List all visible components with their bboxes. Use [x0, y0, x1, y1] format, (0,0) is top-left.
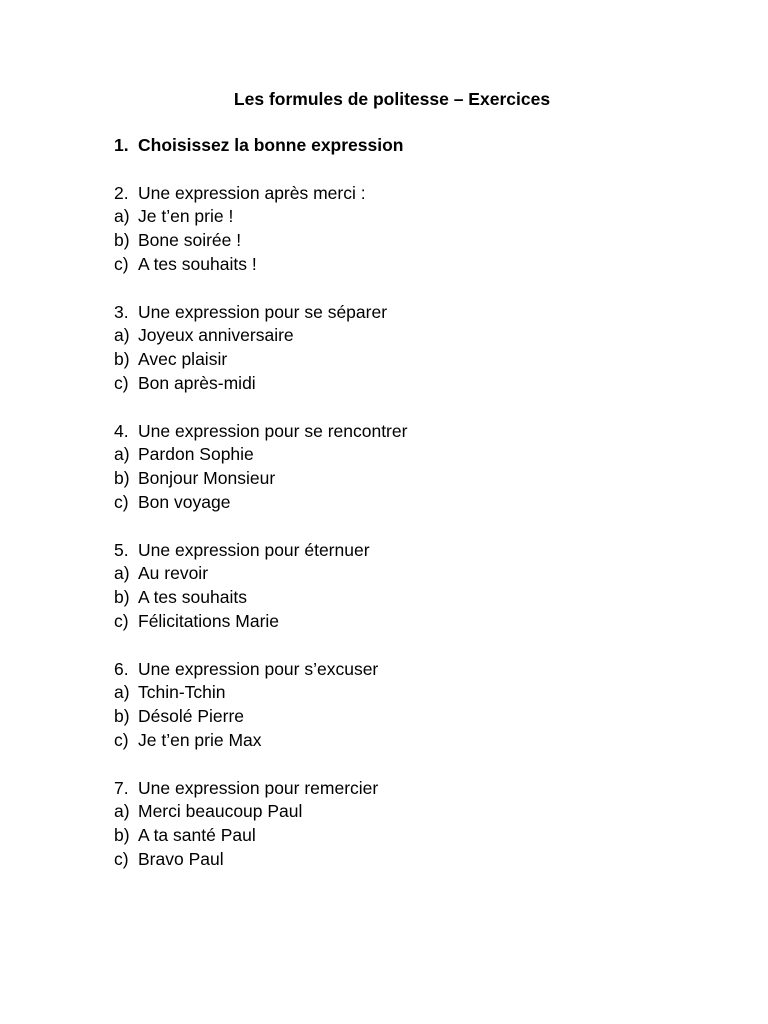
question-number: 3. — [114, 301, 129, 322]
question-number: 4. — [114, 420, 129, 441]
exercise-content — [114, 134, 714, 872]
option-letter: b) — [114, 230, 130, 251]
answer-option — [114, 229, 714, 253]
answer-option — [114, 681, 714, 705]
option-letter: a) — [114, 801, 130, 822]
answer-option — [114, 610, 714, 634]
question-prompt — [114, 777, 714, 801]
option-letter: b) — [114, 468, 130, 489]
answer-option — [114, 729, 714, 753]
question-number: 6. — [114, 658, 129, 679]
option-letter: a) — [114, 563, 130, 584]
question-text: Une expression après merci : — [138, 182, 366, 203]
question-text: Une expression pour s’excuser — [138, 658, 379, 679]
option-letter: a) — [114, 206, 130, 227]
option-text: Bone soirée ! — [138, 230, 242, 251]
option-letter: b) — [114, 349, 130, 370]
question-block — [114, 658, 714, 753]
question-block — [114, 777, 714, 872]
answer-option — [114, 372, 714, 396]
option-text: Je t’en prie Max — [138, 729, 262, 750]
question-number: 7. — [114, 777, 129, 798]
question-number: 5. — [114, 539, 129, 560]
option-text: Félicitations Marie — [138, 610, 280, 631]
option-letter: c) — [114, 491, 129, 512]
question-prompt — [114, 420, 714, 444]
option-letter: a) — [114, 682, 130, 703]
option-letter: b) — [114, 587, 130, 608]
question-block — [114, 182, 714, 277]
option-letter: b) — [114, 706, 130, 727]
option-text: A tes souhaits ! — [138, 253, 257, 274]
option-text: A ta santé Paul — [138, 825, 256, 846]
answer-option — [114, 491, 714, 515]
section-number: 1. — [114, 135, 129, 155]
question-text: Une expression pour remercier — [138, 777, 379, 798]
question-prompt — [114, 301, 714, 325]
answer-option — [114, 467, 714, 491]
option-letter: b) — [114, 825, 130, 846]
question-number: 2. — [114, 182, 129, 203]
question-text: Une expression pour éternuer — [138, 539, 370, 560]
option-letter: a) — [114, 325, 130, 346]
answer-option — [114, 848, 714, 872]
question-block — [114, 539, 714, 634]
answer-option — [114, 324, 714, 348]
answer-option — [114, 205, 714, 229]
option-letter: c) — [114, 372, 129, 393]
answer-option — [114, 705, 714, 729]
question-prompt — [114, 182, 714, 206]
question-block — [114, 301, 714, 396]
answer-option — [114, 253, 714, 277]
question-text: Une expression pour se rencontrer — [138, 420, 408, 441]
answer-option — [114, 800, 714, 824]
section-heading — [114, 134, 714, 158]
option-text: Tchin-Tchin — [138, 682, 226, 703]
answer-option — [114, 443, 714, 467]
option-letter: a) — [114, 444, 130, 465]
option-text: Bonjour Monsieur — [138, 468, 276, 489]
option-text: Bon voyage — [138, 491, 231, 512]
option-text: Pardon Sophie — [138, 444, 254, 465]
option-text: Au revoir — [138, 563, 209, 584]
answer-option — [114, 586, 714, 610]
question-block — [114, 420, 714, 515]
option-letter: c) — [114, 610, 129, 631]
option-text: Je t’en prie ! — [138, 206, 234, 227]
option-text: Joyeux anniversaire — [138, 325, 294, 346]
option-text: A tes souhaits — [138, 587, 247, 608]
question-text: Une expression pour se séparer — [138, 301, 388, 322]
question-prompt — [114, 539, 714, 563]
answer-option — [114, 562, 714, 586]
answer-option — [114, 348, 714, 372]
option-text: Bon après-midi — [138, 372, 256, 393]
option-text: Avec plaisir — [138, 349, 228, 370]
option-text: Bravo Paul — [138, 848, 224, 869]
answer-option — [114, 824, 714, 848]
option-text: Merci beaucoup Paul — [138, 801, 303, 822]
section-label: Choisissez la bonne expression — [138, 135, 404, 155]
document-title: Les formules de politesse – Exercices — [233, 89, 551, 109]
option-text: Désolé Pierre — [138, 706, 245, 727]
option-letter: c) — [114, 729, 129, 750]
option-letter: c) — [114, 253, 129, 274]
question-prompt — [114, 658, 714, 682]
option-letter: c) — [114, 848, 129, 869]
